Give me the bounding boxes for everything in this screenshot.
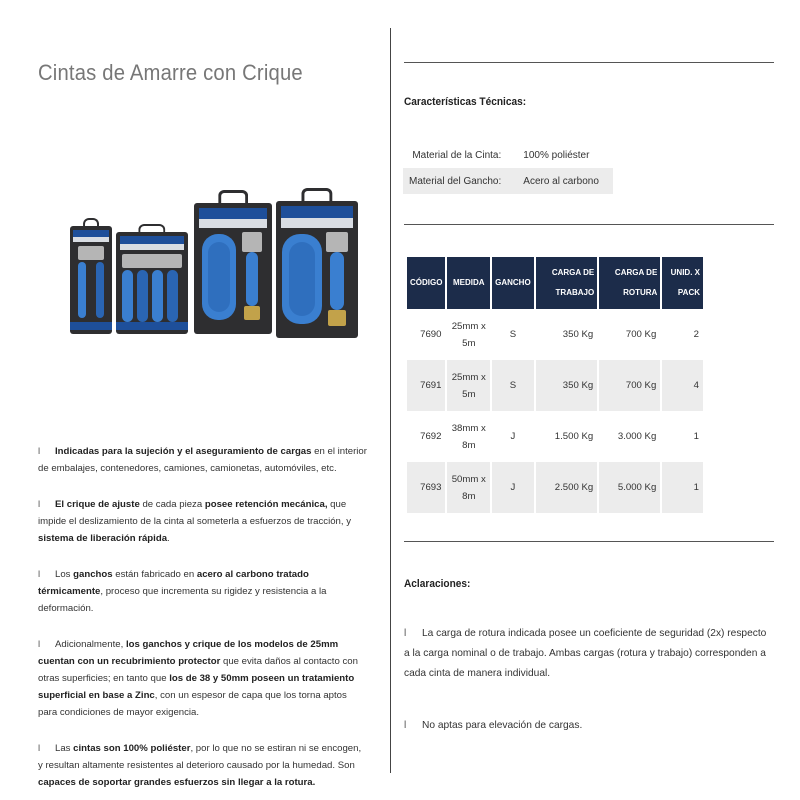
cell-carga-trabajo: 1.500 Kg — [554, 431, 594, 442]
cell-medida: 50mm x 8m — [447, 462, 490, 513]
feature-text: . — [167, 533, 170, 544]
feature-text: , por lo que no se estiran ni se encogen, y resultan altamente resistentes al deterioro causado por la humedad. Son — [38, 743, 362, 771]
bullet-mark: l — [38, 639, 41, 650]
feature-item — [38, 636, 368, 721]
table-row — [407, 360, 703, 411]
feature-text-bold: posee retención mecánica, — [204, 499, 328, 510]
feature-item — [38, 496, 368, 547]
note-text: La carga de rotura indicada posee un coeficiente de seguridad (2x) respecto a la carga nominal o de trabajo. Ambas cargas (rotura y trabajo) corresponden a cada cinta de manera individual. — [404, 628, 767, 679]
note-text: No aptas para elevación de cargas. — [422, 720, 583, 731]
cell-carga-trabajo: 350 Kg — [562, 329, 594, 340]
cell-carga-rotura: 700 Kg — [599, 360, 660, 411]
feature-text: están fabricado en — [112, 569, 197, 580]
feature-text: de cada pieza — [139, 499, 205, 510]
specs-table — [403, 142, 613, 194]
feature-text: en el interior de embalajes, contenedores, camiones, camionetas, automóviles, etc. — [38, 446, 367, 474]
spec-row — [403, 168, 613, 194]
feature-item — [38, 566, 368, 617]
spec-value: 100% poliéster — [523, 149, 590, 161]
column-header-gancho: GANCHO — [492, 257, 534, 309]
spec-label: Material del Gancho: — [409, 175, 502, 187]
cell-gancho: S — [492, 360, 534, 411]
column-header-carga-rotura: CARGA DE ROTURA — [599, 257, 660, 309]
bullet-mark: l — [404, 720, 407, 731]
feature-text-bold: Indicadas para la sujeción y el aseguramiento de cargas — [55, 446, 312, 457]
product-pack-7692 — [194, 190, 272, 334]
page-title: Cintas de Amarre con Crique — [38, 60, 303, 85]
column-header-medida: MEDIDA — [447, 257, 490, 309]
spec-label: Material de la Cinta: — [412, 149, 502, 161]
feature-text: , y — [340, 516, 352, 527]
cell-gancho: S — [509, 329, 517, 340]
cell-carga-trabajo: 350 Kg — [536, 360, 598, 411]
bullet-mark: l — [38, 499, 41, 510]
feature-text: que impide el deslizamiento de la cinta al someterla a esfuerzos de tracción — [38, 499, 347, 527]
cell-medida: 25mm x 5m — [447, 360, 490, 411]
left-column — [0, 0, 390, 800]
note-item — [404, 624, 774, 684]
feature-text-bold: capaces de soportar grandes esfuerzos sin llegar a la rotura. — [38, 777, 316, 788]
table-row — [407, 462, 703, 513]
rule-bottom — [404, 541, 774, 542]
specs-title: Características Técnicas: — [404, 96, 527, 108]
bullet-mark: l — [38, 446, 41, 457]
feature-text-bold: acero al carbono tratado térmicamente — [38, 569, 309, 597]
feature-text-bold: cintas son 100% poliéster — [73, 743, 191, 754]
feature-text: Adicionalmente, — [55, 639, 126, 650]
feature-text-bold: los ganchos y crique de los modelos de 25mm cuentan con un recubrimiento protector — [38, 639, 339, 667]
feature-item — [38, 443, 368, 477]
feature-text-bold: los de 38 y 50mm poseen un tratamiento superficial en base a Zinc — [38, 673, 355, 701]
feature-text-bold: ganchos — [73, 569, 113, 580]
cell-carga-rotura: 700 Kg — [625, 329, 657, 340]
cell-gancho: J — [492, 462, 534, 513]
column-header-unid-pack: UNID. X PACK — [662, 257, 703, 309]
cell-medida: 38mm x 8m — [451, 422, 486, 451]
product-pack-7691 — [116, 224, 188, 334]
cell-unid-pack: 1 — [693, 431, 699, 442]
cell-codigo: 7693 — [407, 462, 445, 513]
product-image — [68, 188, 360, 338]
feature-text: , con un espesor de capa que los torna aptos para condiciones de mayor exigencia. — [38, 690, 347, 718]
feature-text: que evita daños al contacto con otras superficies; en tanto que — [38, 656, 358, 684]
cell-unid-pack: 1 — [662, 462, 703, 513]
cell-carga-rotura: 3.000 Kg — [617, 431, 657, 442]
cell-unid-pack: 4 — [662, 360, 703, 411]
rule-top — [404, 62, 774, 63]
cell-medida: 25mm x 5m — [451, 320, 486, 349]
table-row — [407, 411, 703, 462]
bullet-mark: l — [38, 569, 41, 580]
feature-text-bold: sistema de liberación rápida — [38, 533, 168, 544]
product-pack-7690 — [70, 218, 112, 334]
product-pack-7693 — [276, 188, 358, 338]
cell-unid-pack: 2 — [693, 329, 699, 340]
models-table — [405, 257, 705, 513]
cell-codigo: 7692 — [420, 431, 442, 442]
bullet-mark: l — [38, 743, 41, 754]
rule-middle — [404, 224, 774, 225]
feature-list — [38, 443, 368, 800]
table-header-row — [407, 257, 703, 309]
feature-item — [38, 740, 368, 791]
notes-title: Aclaraciones: — [404, 578, 471, 590]
feature-text: , proceso que incrementa su rigidez y resistencia a la deformación. — [38, 586, 327, 614]
cell-carga-trabajo: 2.500 Kg — [536, 462, 598, 513]
note-item — [404, 716, 774, 736]
feature-text: Los — [55, 569, 74, 580]
table-row — [407, 309, 703, 360]
cell-gancho: J — [510, 431, 516, 442]
feature-text: Las — [55, 743, 74, 754]
right-column — [391, 0, 800, 800]
column-header-carga-trabajo: CARGA DE TRABAJO — [536, 257, 598, 309]
cell-codigo: 7691 — [407, 360, 445, 411]
cell-carga-rotura: 5.000 Kg — [599, 462, 660, 513]
bullet-mark: l — [404, 628, 407, 639]
column-header-codigo: CÓDIGO — [407, 257, 445, 309]
cell-codigo: 7690 — [420, 329, 442, 340]
spec-row — [403, 142, 613, 168]
spec-value: Acero al carbono — [523, 175, 599, 187]
feature-text-bold: El crique de ajuste — [55, 499, 140, 510]
